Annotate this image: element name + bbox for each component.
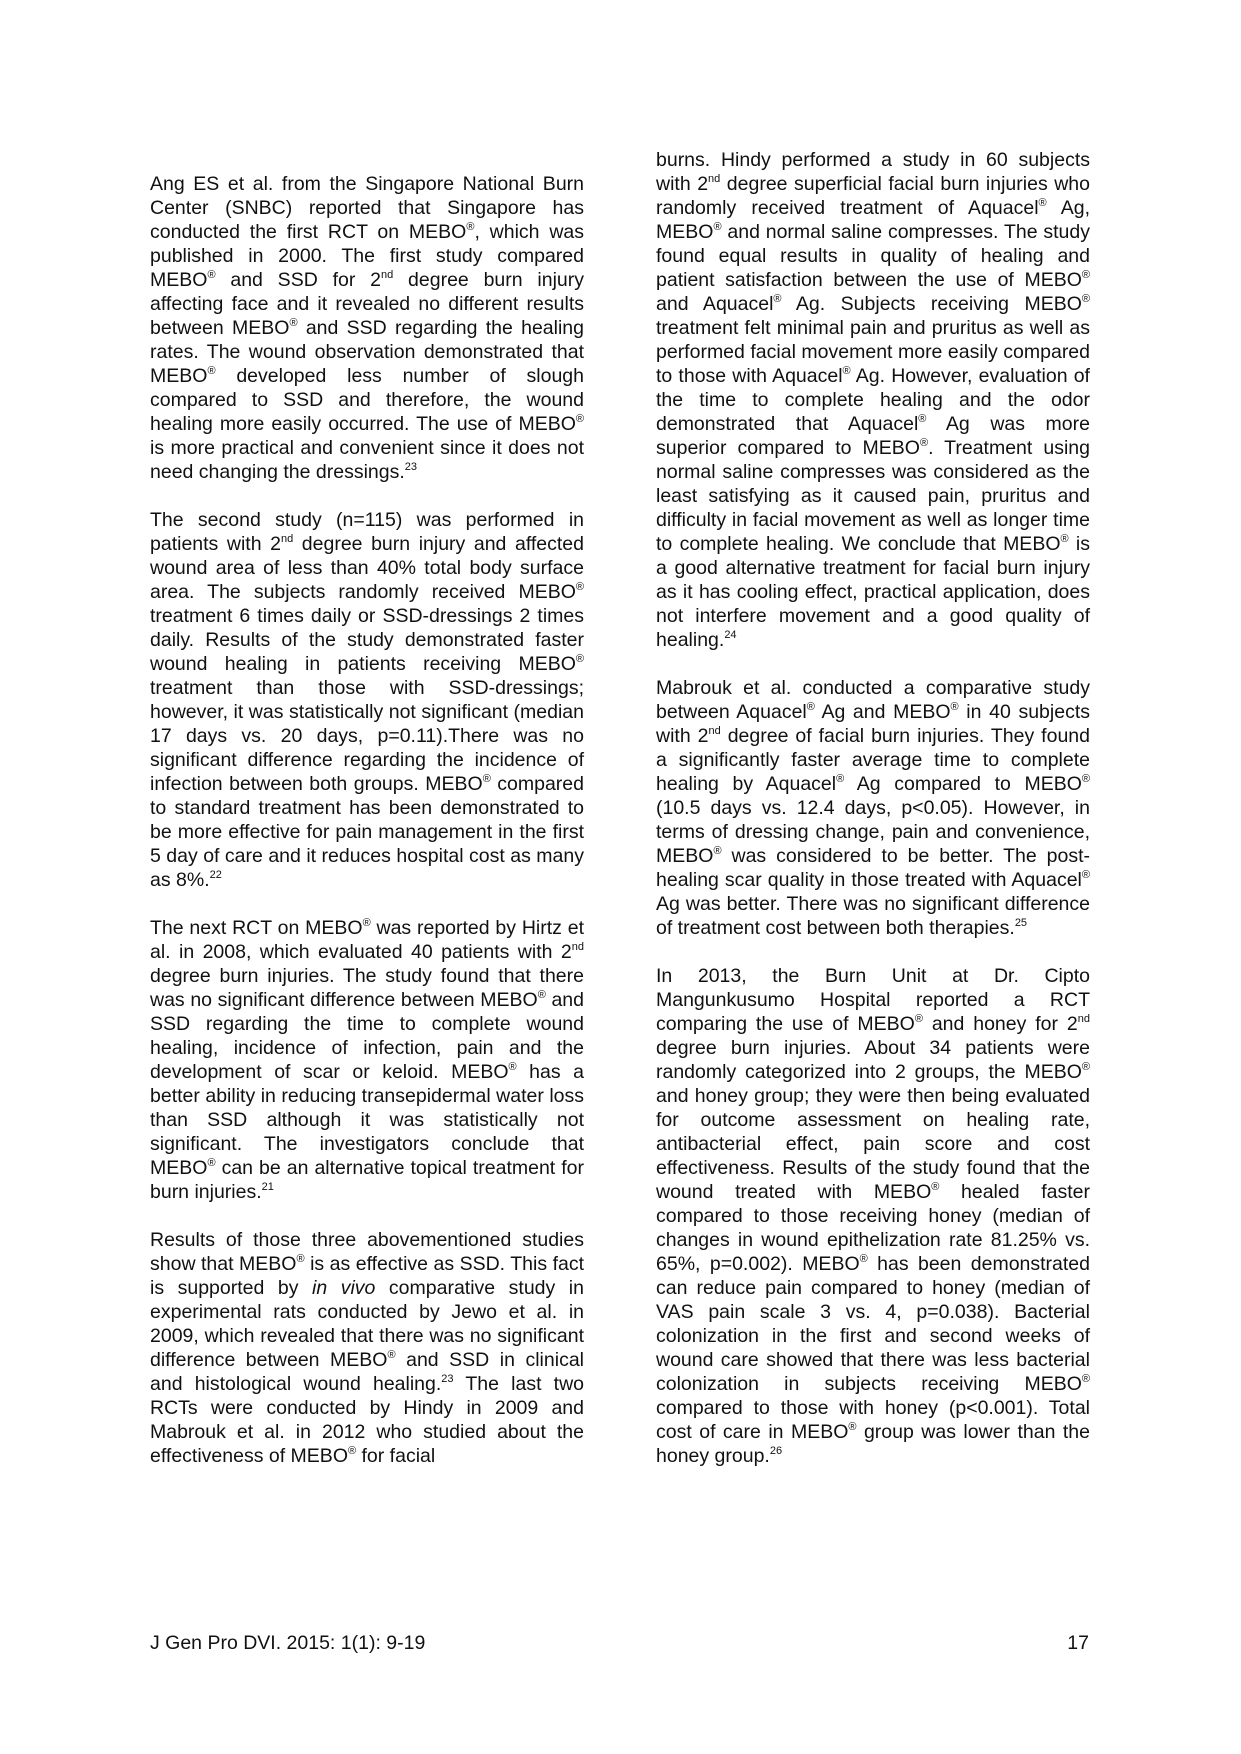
superscript: ®	[289, 316, 298, 329]
superscript: ®	[362, 916, 371, 929]
superscript: ®	[1081, 1372, 1090, 1385]
superscript: ®	[836, 772, 845, 785]
superscript: ®	[1038, 196, 1047, 209]
superscript: ®	[1081, 268, 1090, 281]
italic-term: in vivo	[312, 1277, 376, 1299]
superscript: ®	[537, 988, 546, 1001]
superscript: ®	[207, 1156, 216, 1169]
superscript: ®	[1081, 772, 1090, 785]
superscript: ®	[347, 1444, 357, 1457]
superscript: 23	[441, 1372, 454, 1385]
superscript: 23	[404, 460, 418, 473]
superscript: ®	[575, 412, 584, 425]
superscript: ®	[1081, 1060, 1090, 1073]
superscript: ®	[1060, 532, 1069, 545]
superscript: nd	[1077, 1012, 1090, 1025]
journal-citation: J Gen Pro DVI. 2015: 1(1): 9-19	[150, 1632, 426, 1654]
superscript: ®	[713, 844, 722, 857]
superscript: ®	[950, 700, 959, 713]
superscript: ®	[1081, 868, 1090, 881]
superscript: ®	[466, 220, 475, 233]
superscript: ®	[296, 1252, 305, 1265]
right-column	[656, 148, 1090, 1492]
superscript: ®	[207, 268, 216, 281]
paragraph: Mabrouk et al. conducted a comparative study between Aquacel® Ag and MEBO® in 40 subjects with 2nd degree of facial burn injuries. They found a significantly faster average time to complete healing by Aquacel® Ag compared to MEBO® (10.5 days vs. 12.4 days, p<0.05). However, in terms of dressing change, pain and convenience, MEBO® was considered to be better. The post-healing scar quality in those treated with Aquacel® Ag was better. There was no significant difference of treatment cost between both therapies.$^{25}$	[656, 677, 1090, 939]
paragraph: burns. Hindy performed a study in 60 subjects with 2nd degree superficial facial burn injuries who randomly received treatment of Aquacel® Ag, MEBO® and normal saline compresses. The study found equal results in quality of healing and patient satisfaction between the use of MEBO® and Aquacel® Ag. Subjects receiving MEBO® treatment felt minimal pain and pruritus as well as performed facial movement more easily compared to those with Aquacel® Ag. However, evaluation of the time to complete healing and the odor demonstrated that Aquacel® Ag was more superior compared to MEBO®. Treatment using normal saline compresses was considered as the least satisfying as it caused pain, pruritus and difficulty in facial movement as well as longer time to complete healing. We conclude that MEBO® is a good alternative treatment for facial burn injury as it has cooling effect, practical application, does not interfere movement and a good quality of healing.$^{24}$	[656, 149, 1091, 651]
superscript: ®	[207, 364, 216, 377]
superscript: ®	[931, 1180, 940, 1193]
paragraph: Results of those three abovementioned studies show that MEBO® is as effective as SSD. This fact is supported by in vivo comparative study in experimental rats conducted by Jewo et al. in 2009, which revealed that there was no significant difference between MEBO® and SSD in clinical and histological wound healing.$^{23}$ The last two RCTs were conducted by Hindy in 2009 and Mabrouk et al. in 2012 who studied about the effectiveness of MEBO® for facial	[150, 1229, 584, 1467]
paragraph: Ang ES et al. from the Singapore National Burn Center (SNBC) reported that Singapore has conducted the first RCT on MEBO®, which was published in 2000. The first study compared MEBO® and SSD for 2nd degree burn injury affecting face and it revealed no different results between MEBO® and SSD regarding the healing rates. The wound observation demonstrated that MEBO® developed less number of slough compared to SSD and therefore, the wound healing more easily occurred. The use of MEBO® is more practical and convenient since it does not need changing the dressings.$^{23}$	[150, 173, 585, 483]
superscript: nd	[571, 940, 584, 953]
superscript: 26	[769, 1444, 783, 1457]
superscript: ®	[914, 1012, 923, 1025]
paragraph: The next RCT on MEBO® was reported by Hirtz et al. in 2008, which evaluated 40 patients with 2nd degree burn injuries. The study found that there was no significant difference between MEBO® and SSD regarding the time to complete wound healing, incidence of infection, pain and the development of scar or keloid. MEBO® has a better ability in reducing transepidermal water loss than SSD although it was statistically not significant. The investigators conclude that MEBO® can be an alternative topical treatment for burn injuries.$^{21}$	[150, 916, 585, 1203]
superscript: ®	[918, 412, 927, 425]
superscript: 25	[1014, 916, 1028, 929]
superscript: ®	[1081, 292, 1090, 305]
superscript: ®	[387, 1348, 396, 1361]
left-column	[150, 172, 584, 1492]
superscript: ®	[919, 436, 929, 449]
superscript: ®	[575, 580, 584, 593]
page-number: 17	[1067, 1632, 1089, 1654]
superscript: 21	[261, 1180, 274, 1193]
superscript: 22	[209, 868, 222, 881]
superscript: ®	[482, 772, 491, 785]
superscript: 24	[724, 628, 737, 641]
superscript: ®	[713, 220, 722, 233]
superscript: ®	[508, 1060, 517, 1073]
paragraph: The second study (n=115) was performed in patients with 2nd degree burn injury and affected wound area of less than 40% total body surface area. The subjects randomly received MEBO® treatment 6 times daily or SSD-dressings 2 times daily. Results of the study demonstrated faster wound healing in patients receiving MEBO® treatment than those with SSD-dressings; however, it was statistically not significant (median 17 days vs. 20 days, p=0.11).There was no significant difference regarding the incidence of infection between both groups. MEBO® compared to standard treatment has been demonstrated to be more effective for pain management in the first 5 day of care and it reduces hospital cost as many as 8%.$^{22}$	[150, 509, 584, 891]
superscript: ®	[859, 1252, 868, 1265]
superscript: ®	[773, 292, 782, 305]
superscript: ®	[848, 1420, 857, 1433]
superscript: nd	[708, 172, 721, 185]
superscript: ®	[842, 364, 851, 377]
superscript: nd	[708, 724, 721, 737]
superscript: ®	[575, 652, 584, 665]
paragraph: In 2013, the Burn Unit at Dr. Cipto Mangunkusumo Hospital reported a RCT comparing the use of MEBO® and honey for 2nd degree burn injuries. About 34 patients were randomly categorized into 2 groups, the MEBO® and honey group; they were then being evaluated for outcome assessment on healing rate, antibacterial effect, pain score and cost effectiveness. Results of the study found that the wound treated with MEBO® healed faster compared to those receiving honey (median of changes in wound epithelization rate 81.25% vs. 65%, p=0.002). MEBO® has been demonstrated can reduce pain compared to honey (median of VAS pain scale 3 vs. 4, p=0.038). Bacterial colonization in the first and second weeks of wound care showed that there was less bacterial colonization in subjects receiving MEBO® compared to those with honey (p<0.001). Total cost of care in MEBO® group was lower than the honey group.$^{26}$	[656, 965, 1090, 1467]
superscript: nd	[280, 532, 294, 545]
superscript: ®	[806, 700, 815, 713]
superscript: nd	[381, 268, 394, 281]
